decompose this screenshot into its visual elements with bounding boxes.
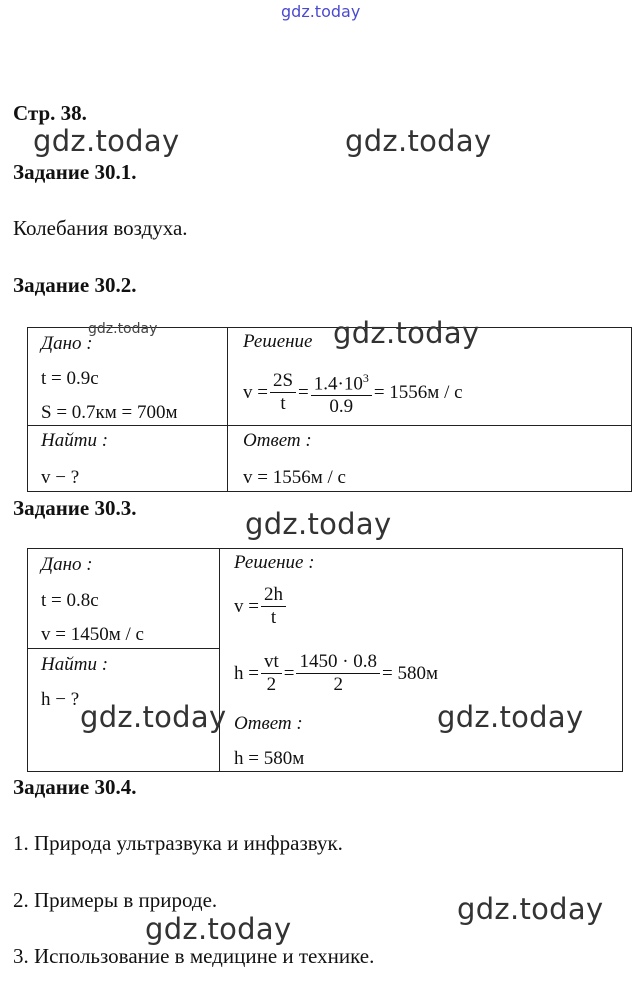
fraction-denominator: 2 — [266, 674, 277, 695]
list-item: 3. Использование в медицине и технике. — [13, 944, 375, 968]
given-label: Дано : — [41, 554, 93, 575]
find-label: Найти : — [41, 430, 109, 451]
task-30-1-heading: Задание 30.1. — [13, 160, 137, 184]
watermark: gdz.today — [245, 507, 392, 541]
watermark: gdz.today — [145, 912, 292, 946]
watermark: gdz.today — [333, 316, 480, 350]
watermark: gdz.today — [457, 892, 604, 926]
watermark: gdz.today — [80, 700, 227, 734]
answer-label: Ответ : — [234, 713, 303, 734]
table-divider — [227, 327, 228, 492]
solution-label: Решение — [243, 331, 313, 352]
given-item: v = 1450м / c — [41, 624, 144, 645]
fraction-numerator: 2S — [270, 370, 296, 393]
table-divider — [219, 548, 220, 772]
solution-formula: v = $\frac{2h}{t}$ — [234, 584, 288, 629]
formula-lhs: v = — [243, 381, 268, 403]
list-item: 1. Природа ультразвука и инфразвук. — [13, 831, 343, 855]
fraction — [261, 584, 286, 629]
list-item: 2. Примеры в природе. — [13, 888, 218, 912]
task-30-4-heading: Задание 30.4. — [13, 775, 137, 799]
fraction-denominator: t — [270, 607, 277, 628]
page-title: Стр. 38. — [13, 101, 87, 125]
find-label: Найти : — [41, 654, 109, 675]
given-item: t = 0.8c — [41, 590, 99, 611]
task-30-2-heading: Задание 30.2. — [13, 273, 137, 297]
table-divider — [27, 648, 219, 649]
fraction-numerator: vt — [261, 651, 282, 674]
watermark-small: gdz.today — [88, 321, 158, 337]
fraction — [311, 367, 372, 418]
find-item: h − ? — [41, 689, 80, 710]
fraction — [270, 370, 296, 415]
watermark: gdz.today — [345, 124, 492, 158]
fraction-numerator: 2h — [261, 584, 286, 607]
task-30-3-heading: Задание 30.3. — [13, 496, 137, 520]
answer-label: Ответ : — [243, 430, 312, 451]
watermark: gdz.today — [33, 124, 180, 158]
formula-result: = 1556м / c — [373, 381, 463, 403]
fraction-numerator: $1.4\cdot 10^3$ — [311, 367, 372, 396]
fraction-denominator: t — [280, 393, 286, 415]
solution-formula: v = $\frac{2S}{t}$ = $\frac{1.4\cdot 10^3}{0.9}$ = 1556м / c — [243, 367, 463, 418]
watermark: gdz.today — [437, 700, 584, 734]
fraction-numerator: 1450 · 0.8 — [296, 651, 380, 674]
fraction-denominator: 2 — [333, 674, 343, 695]
table-divider — [27, 425, 632, 426]
answer-value: v = 1556м / c — [243, 467, 346, 488]
given-item: S = 0.7км = 700м — [41, 402, 178, 423]
watermark-top: gdz.today — [281, 2, 361, 21]
task-30-1-answer: Колебания воздуха. — [13, 216, 188, 240]
fraction-denominator: 0.9 — [329, 396, 354, 418]
given-label: Дано : — [41, 333, 93, 354]
fraction — [296, 651, 380, 696]
fraction — [261, 651, 282, 696]
find-item: v − ? — [41, 467, 80, 488]
answer-value: h = 580м — [234, 748, 305, 769]
solution-formula: h = $\frac{vt}{2}$ = $\frac{1450 \cdot 0.8}{2}$ = 580м — [234, 651, 439, 695]
given-item: t = 0.9c — [41, 368, 99, 389]
solution-label: Решение : — [234, 552, 315, 573]
